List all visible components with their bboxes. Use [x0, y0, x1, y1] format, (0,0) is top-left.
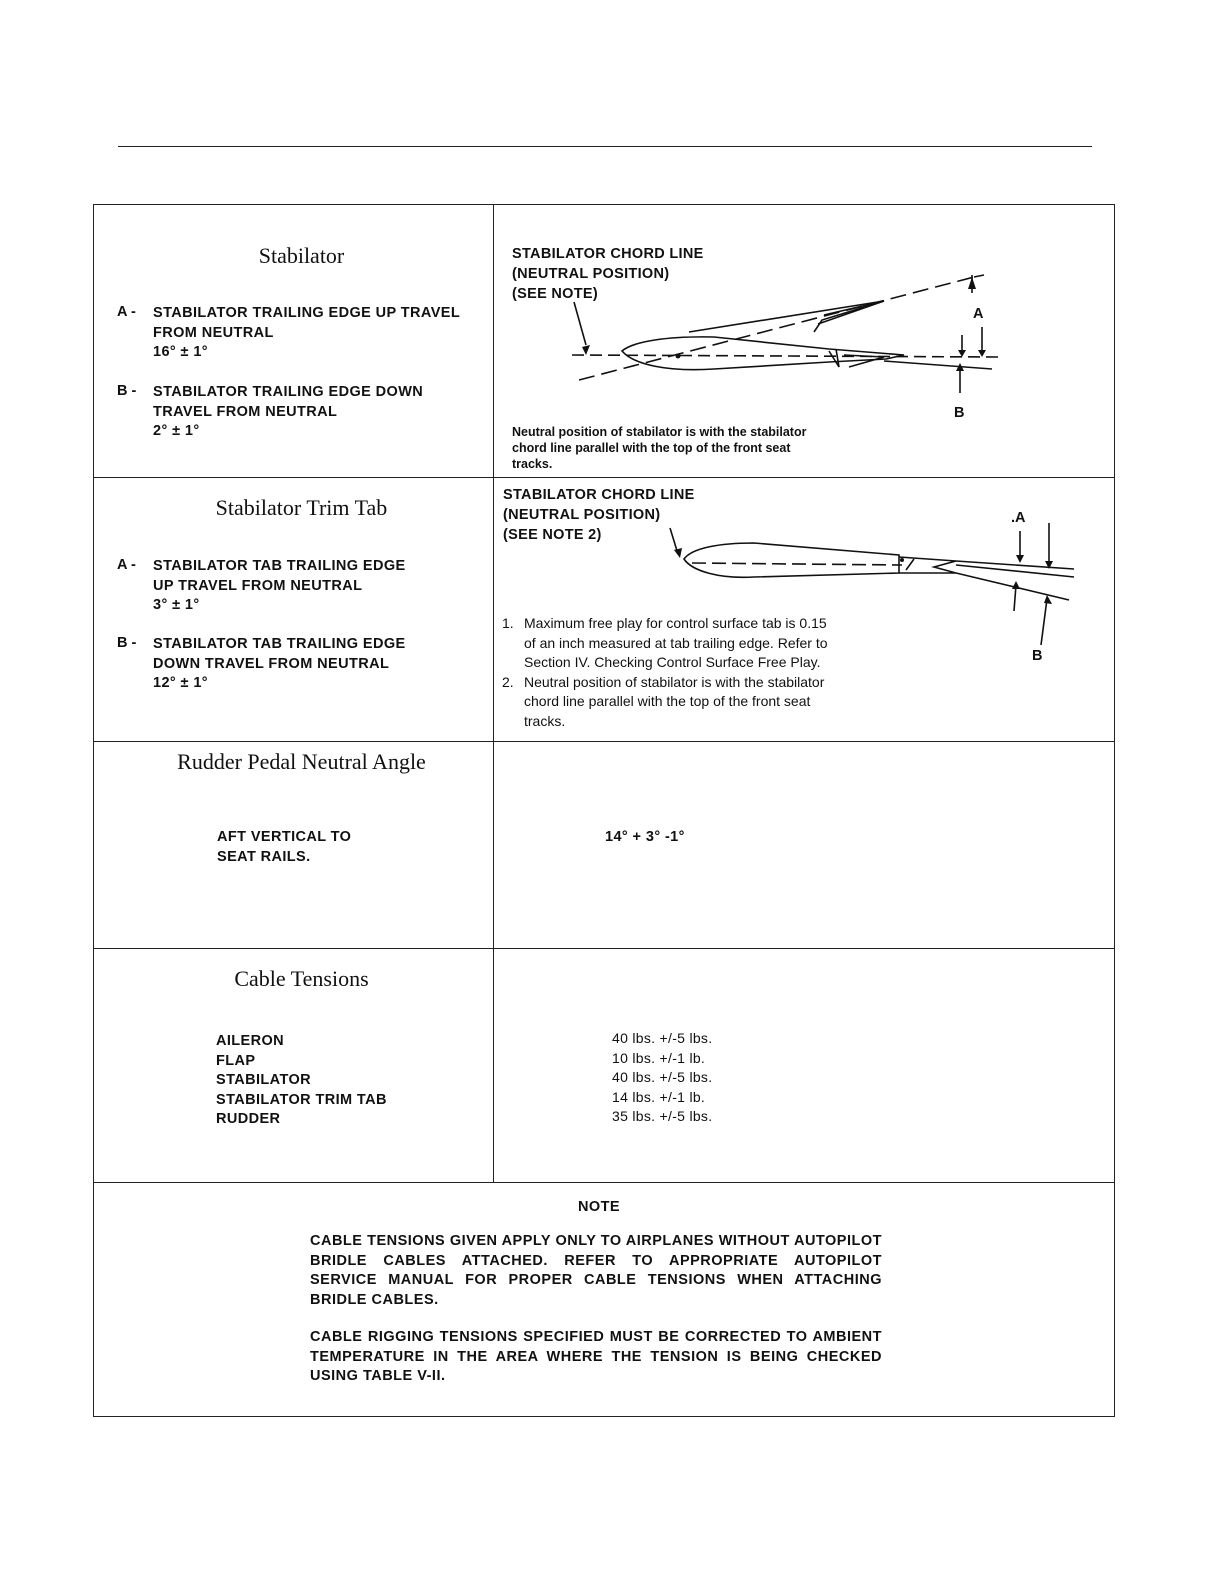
cable-name: STABILATOR TRIM TAB — [216, 1091, 387, 1108]
item-text: STABILATOR TRAILING EDGE DOWN — [153, 384, 424, 400]
cable-name: FLAP — [216, 1052, 256, 1069]
item-value: 3° ± 1° — [153, 597, 200, 613]
cable-values-list — [612, 1029, 712, 1127]
item-text: STABILATOR TAB TRAILING EDGE — [153, 558, 406, 574]
header-rule — [118, 146, 1092, 147]
note-number: 1. — [502, 615, 514, 631]
trim-tab-notes — [502, 614, 897, 731]
cable-tension-value: 35 lbs. +/-5 lbs. — [612, 1108, 713, 1124]
item-text: UP TRAVEL FROM NEUTRAL — [153, 577, 363, 594]
note-line: chord line parallel with the top of the front seat — [524, 693, 811, 709]
dimension-b-label: B — [1032, 648, 1043, 664]
note-paragraph: CABLE TENSIONS GIVEN APPLY ONLY TO AIRPLANES WITHOUT AUTOPILOT BRIDLE CABLES ATTACHED. REFER TO APPROPRIATE AUTOPILOT SERVICE MANUAL FOR PROPER CABLE TENSIONS WHEN ATTACHING BRIDLE CABLES. — [310, 1233, 882, 1308]
note-line: Maximum free play for control surface tab is 0.15 — [524, 615, 827, 631]
note-line: of an inch measured at tab trailing edge. Refer to — [524, 634, 828, 651]
cable-tension-value: 40 lbs. +/-5 lbs. — [612, 1030, 713, 1046]
trim-tab-title: Stabilator Trim Tab — [215, 495, 388, 520]
label-line: (SEE NOTE 2) — [503, 527, 602, 543]
row-divider — [94, 1182, 1114, 1183]
cable-names-list — [216, 1032, 387, 1130]
note-line: Neutral position of stabilator is with the stabilator — [512, 425, 807, 439]
item-value: 2° ± 1° — [153, 423, 200, 439]
label-line: STABILATOR CHORD LINE — [503, 487, 695, 503]
item-letter: A - — [117, 557, 136, 573]
rudder-pedal-reference — [217, 828, 351, 867]
note-item — [502, 673, 897, 732]
label-line: (NEUTRAL POSITION) — [512, 266, 670, 282]
cable-name: STABILATOR — [216, 1072, 312, 1088]
note-text — [524, 614, 828, 673]
cable-tension-value: 10 lbs. +/-1 lb. — [612, 1049, 706, 1066]
reference-line: SEAT RAILS. — [217, 848, 311, 865]
item-letter: B - — [117, 383, 137, 399]
item-text: STABILATOR TRAILING EDGE UP TRAVEL — [153, 305, 461, 321]
item-letter: A - — [117, 304, 136, 320]
dimension-a-label: A — [973, 306, 984, 322]
note-line: tracks. — [524, 712, 566, 729]
cable-tension-value: 40 lbs. +/-5 lbs. — [612, 1069, 713, 1085]
note-number: 2. — [502, 673, 514, 690]
rudder-pedal-title: Rudder Pedal Neutral Angle — [177, 749, 426, 774]
note-line: tracks. — [512, 457, 553, 471]
cable-name: RUDDER — [216, 1111, 281, 1127]
label-line: STABILATOR CHORD LINE — [512, 246, 704, 262]
note-paragraph: CABLE RIGGING TENSIONS SPECIFIED MUST BE CORRECTED TO AMBIENT TEMPERATURE IN THE AREA WHERE THE TENSION IS BEING CHECKED USING TABLE V-II. — [310, 1329, 882, 1384]
item-value: 16° ± 1° — [153, 344, 209, 360]
stabilator-title: Stabilator — [258, 243, 345, 268]
item-text: STABILATOR TAB TRAILING EDGE — [153, 636, 406, 652]
label-line: (SEE NOTE) — [512, 286, 598, 302]
cable-tensions-title: Cable Tensions — [234, 966, 369, 991]
item-text: DOWN TRAVEL FROM NEUTRAL — [153, 655, 390, 672]
note-item — [502, 614, 897, 673]
note-text — [524, 673, 824, 732]
note-line: Neutral position of stabilator is with the stabilator — [524, 673, 825, 690]
dimension-a-label: .A — [1011, 510, 1026, 526]
item-text: TRAVEL FROM NEUTRAL — [153, 403, 338, 420]
rudder-pedal-value: 14° + 3° -1° — [605, 829, 685, 845]
item-letter: B - — [117, 635, 137, 651]
rigging-table — [93, 204, 1115, 1417]
note-line: Section IV. Checking Control Surface Free Play. — [524, 654, 821, 670]
label-line: (NEUTRAL POSITION) — [503, 507, 661, 523]
dimension-b-label: B — [954, 405, 965, 421]
note-heading: NOTE — [578, 1199, 620, 1215]
cable-tension-value: 14 lbs. +/-1 lb. — [612, 1088, 706, 1105]
item-value: 12° ± 1° — [153, 675, 209, 691]
cable-name: AILERON — [216, 1033, 285, 1049]
note-line: chord line parallel with the top of the front seat — [512, 441, 791, 455]
item-text: FROM NEUTRAL — [153, 324, 274, 341]
reference-line: AFT VERTICAL TO — [217, 829, 352, 845]
row-divider — [94, 948, 1114, 949]
